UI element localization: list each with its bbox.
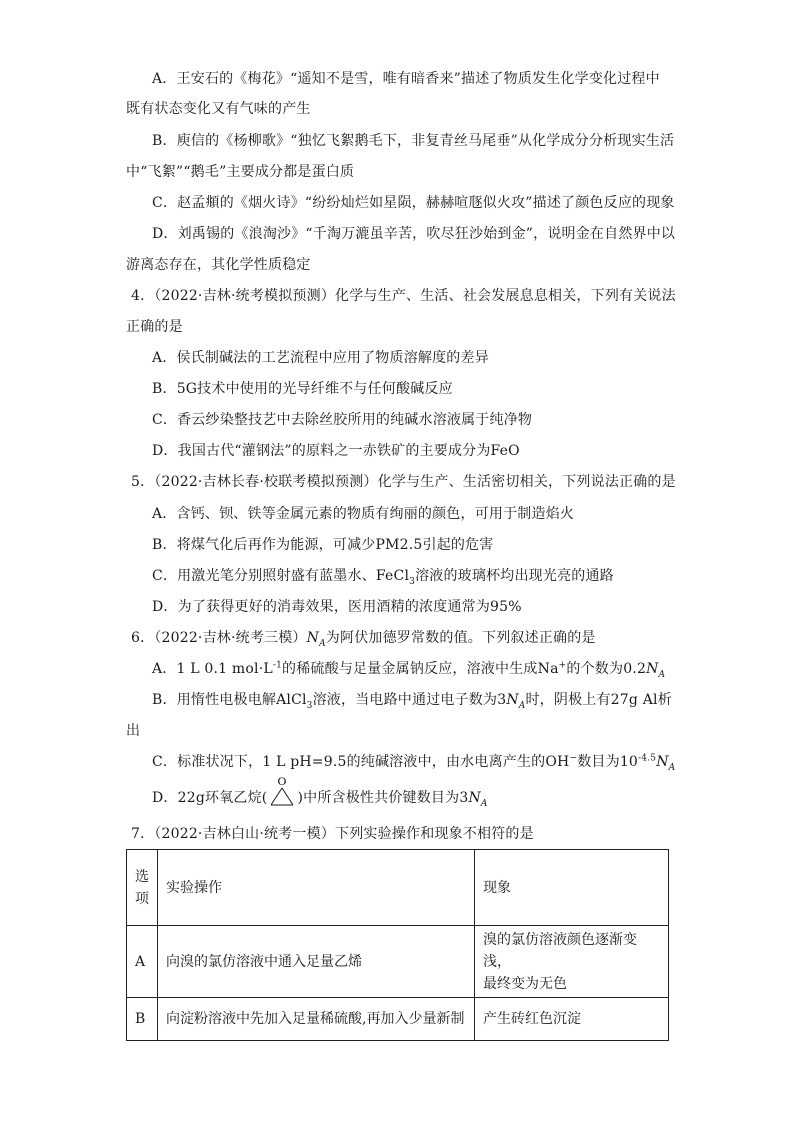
q5-stem: 5．（2022·吉林长春·校联考模拟预测）化学与生产、生活密切相关，下列说法正确的是 <box>131 474 676 490</box>
q4-option-d: D．我国古代“灌钢法”的原料之一赤铁矿的主要成分为FeO <box>152 443 520 459</box>
table-row <box>127 926 669 998</box>
q3-option-d-line2: 游离态存在，其化学性质稳定 <box>126 257 311 273</box>
q5-option-c: C．用激光笔分别照射盛有蓝墨水、FeCl$_3$溶液的玻璃杯均出现光亮的通路 <box>152 568 614 587</box>
q6-option-a: A．1 L 0.1 $mol\cdot L^{-1}$的稀硫酸与足量金属钠反应，溶液中生成Na+的个数为$0.2N_A$ <box>152 660 666 680</box>
row-phenomenon: 产生砖红色沉淀 <box>475 998 669 1041</box>
q5-option-a: A．含钙、钡、铁等金属元素的物质有绚丽的颜色，可用于制造焰火 <box>152 506 575 522</box>
row-option: B <box>127 998 158 1041</box>
q6-option-b-line1: B．用惰性电极电解AlCl$_3$溶液，当电路中通过电子数为$3N_A$时，阴极上有27g Al析 <box>152 692 672 711</box>
q4-option-b: B．5G技术中使用的光导纤维不与任何酸碱反应 <box>152 381 453 397</box>
q6-option-c: C．标准状况下，1 L pH=9.5的纯碱溶液中，由水电离产生的OH−数目为$10^{-4.5}N_A$ <box>152 753 676 773</box>
experiment-table <box>126 849 669 1041</box>
q4-option-a: A．侯氏制碱法的工艺流程中应用了物质溶解度的差异 <box>152 350 489 366</box>
table-header-row <box>127 850 669 926</box>
row-option: A <box>127 926 158 998</box>
q3-option-b-line1: B．庾信的《杨柳歌》“独忆飞絮鹅毛下，非复青丝马尾垂”从化学成分分析现实生活 <box>152 133 675 149</box>
q3-option-a-line2: 既有状态变化又有气味的产生 <box>126 101 311 117</box>
q4-stem-line2: 正确的是 <box>126 319 183 335</box>
q6-stem: 6．（2022·吉林·统考三模）$N_A$为阿伏加德罗常数的值。下列叙述正确的是 <box>131 630 596 649</box>
q3-option-b-line2: 中“飞絮”“鹅毛”主要成分都是蛋白质 <box>126 164 355 180</box>
row-phenomenon: 溴的氯仿溶液颜色逐渐变浅， 最终变为无色 <box>475 926 669 998</box>
oxygen-atom-label: O <box>278 774 287 788</box>
q3-option-d-line1: D．刘禹锡的《浪淘沙》“千淘万漉虽辛苦，吹尽狂沙始到金”，说明金在自然界中以 <box>152 226 676 242</box>
q6-option-d: D．22g环氧乙烷( O )中所含极性共价键数目为$3N_A$ <box>152 774 488 809</box>
table-row <box>127 998 669 1041</box>
q3-option-a-line1: A．王安石的《梅花》“遥知不是雪，唯有暗香来”描述了物质发生化学变化过程中 <box>152 71 660 87</box>
row-operation: 向淀粉溶液中先加入足量稀硫酸,再加入少量新制 <box>158 998 475 1041</box>
q5-option-d: D．为了获得更好的消毒效果，医用酒精的浓度通常为95% <box>152 599 522 615</box>
header-operation: 实验操作 <box>158 850 475 926</box>
row-operation: 向溴的氯仿溶液中通入足量乙烯 <box>158 926 475 998</box>
q5-option-b: B．将煤气化后再作为能源，可减少PM2.5引起的危害 <box>152 537 494 553</box>
q3-option-c: C．赵孟頫的《烟火诗》“纷纷灿烂如星陨，赫赫喧豗似火攻”描述了颜色反应的现象 <box>152 195 675 211</box>
q4-stem-line1: 4．（2022·吉林·统考模拟预测）化学与生产、生活、社会发展息息相关，下列有关说法 <box>131 288 676 304</box>
q6-option-b-line2: 出 <box>126 723 141 739</box>
q4-option-c: C．香云纱染整技艺中去除丝胶所用的纯碱水溶液属于纯净物 <box>152 412 533 428</box>
header-phenomenon: 现象 <box>475 850 669 926</box>
epoxide-ring-structure <box>267 774 297 808</box>
header-option: 选 项 <box>127 850 158 926</box>
q7-stem: 7．（2022·吉林白山·统考一模）下列实验操作和现象不相符的是 <box>131 826 534 842</box>
